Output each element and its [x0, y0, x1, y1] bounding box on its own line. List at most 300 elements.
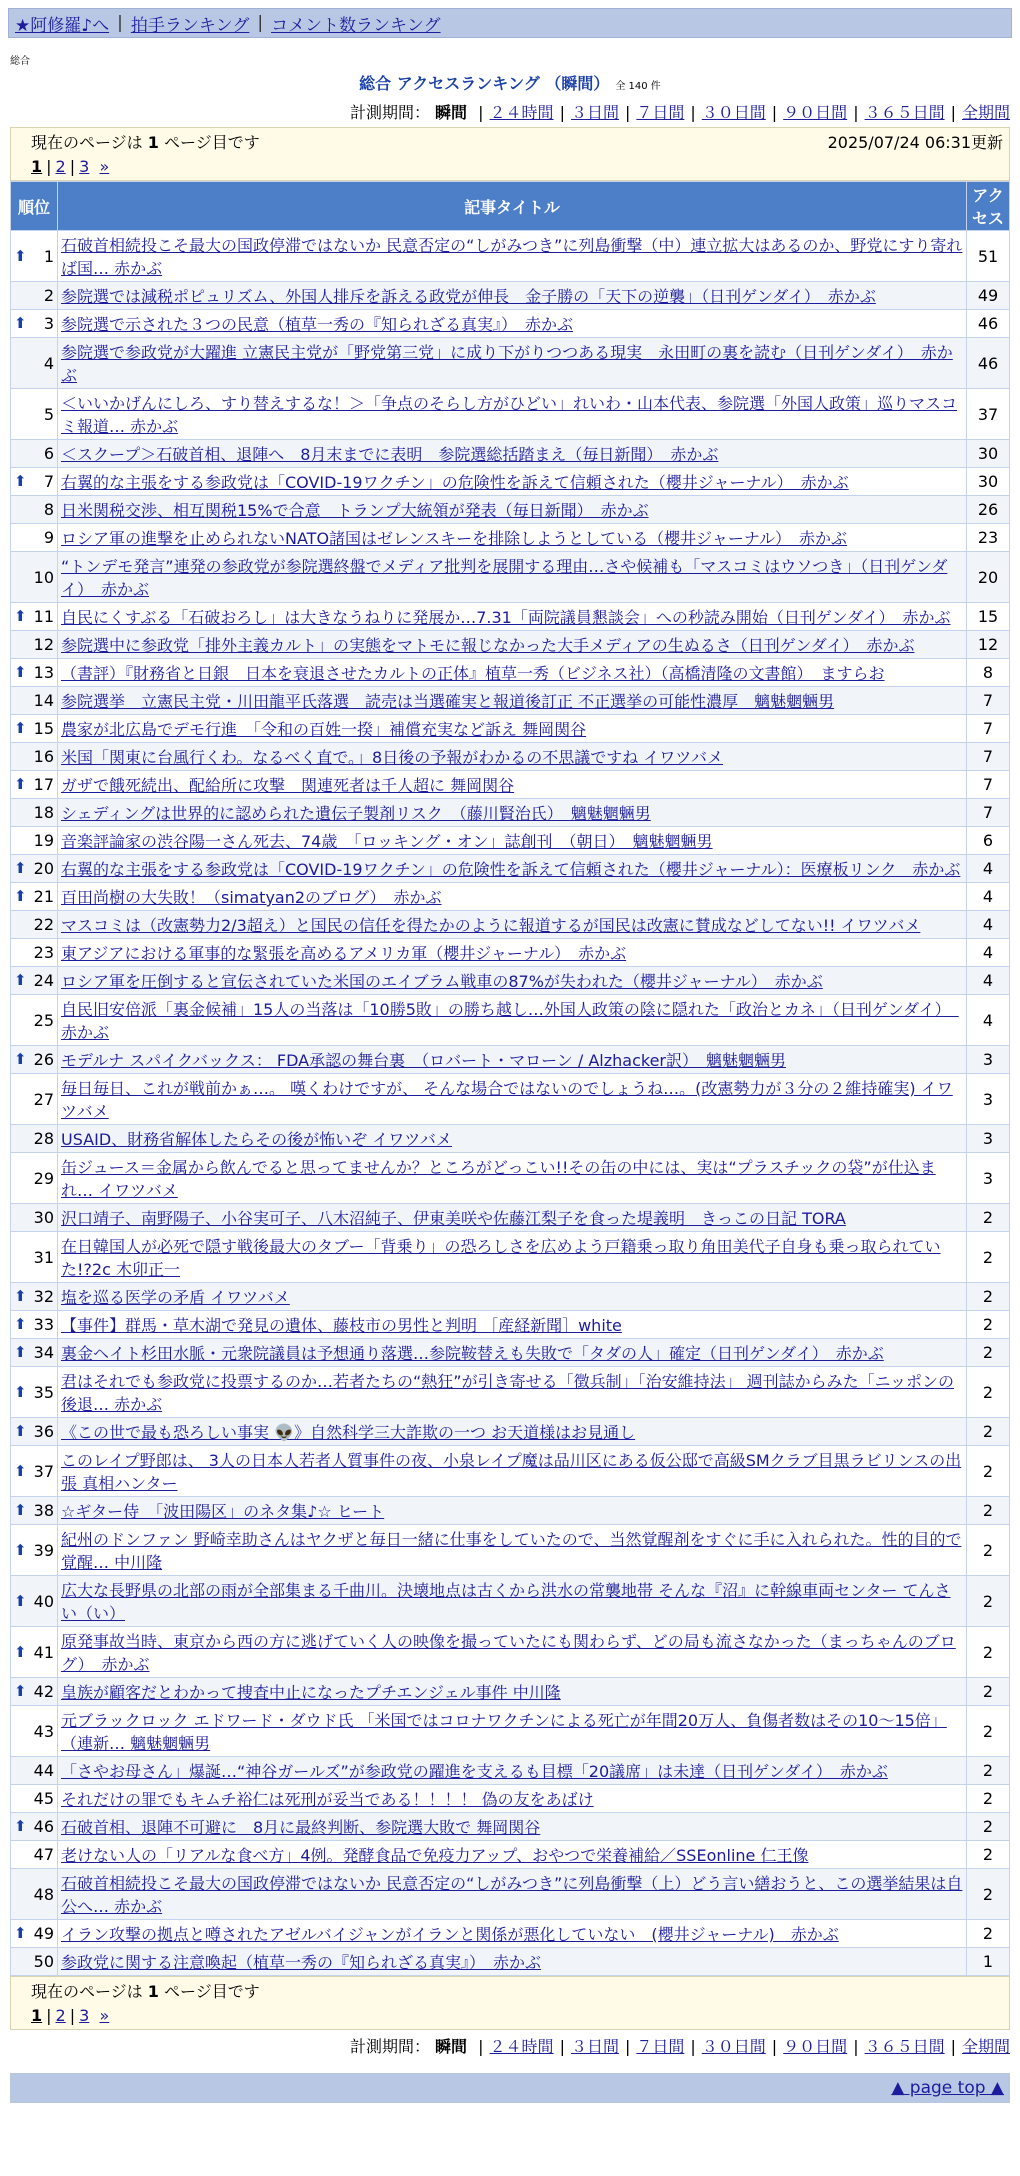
access-count: 3	[967, 1074, 1010, 1125]
rank-cell	[11, 1311, 58, 1339]
article-link[interactable]: 裏金ヘイト杉田水脈・元衆院議員は予想通り落選…参院鞍替えも失敗で「タダの人」確定（日刊ゲンダイ） 赤かぶ	[61, 1344, 884, 1363]
table-row	[11, 496, 1010, 524]
rank-number: 5	[43, 404, 54, 424]
article-link[interactable]: ＜いいかげんにしろ、すり替えするな！＞「争点のそらし方がひどい」れいわ・山本代表、参院選「外国人政策」巡りマスコミ報道… 赤かぶ	[61, 394, 958, 436]
rank-cell	[11, 1785, 58, 1813]
period-separator: |	[771, 103, 778, 122]
hakushu-ranking-link[interactable]: 拍手ランキング	[130, 15, 250, 36]
title-cell	[58, 552, 967, 603]
article-link[interactable]: 老けない人の「リアルな食べ方」4例。発酵食品で免疫力アップ、おやつで栄養補給／SSEonline 仁王像	[61, 1846, 809, 1865]
rank-number: 12	[33, 635, 54, 654]
article-link[interactable]: 石破首相続投こそ最大の国政停滞ではないか 民意否定の“しがみつき”に列島衝撃（上）どう言い繕おうと、この選挙結果は自公へ… 赤かぶ	[61, 1874, 963, 1916]
table-row	[11, 440, 1010, 468]
access-count: 3	[967, 1125, 1010, 1153]
article-link[interactable]: 参院選中に参政党「排外主義カルト」の実態をマトモに報じなかった大手メディアの生ぬるさ（日刊ゲンダイ） 赤かぶ	[61, 636, 915, 655]
title-cell	[58, 1204, 967, 1232]
rank-cell	[11, 1232, 58, 1283]
article-link[interactable]: イラン攻撃の拠点と噂されたアゼルバイジャンがイランと関係が悪化していない (櫻井ジャーナル) 赤かぶ	[61, 1925, 839, 1944]
rank-number: 38	[33, 1501, 54, 1520]
bottom-bar	[10, 2073, 1010, 2103]
article-link[interactable]: 参政党に関する注意喚起（植草一秀の『知られざる真実』） 赤かぶ	[61, 1953, 542, 1972]
title-cell	[58, 1125, 967, 1153]
up-arrow-icon: ⬆	[14, 607, 27, 625]
table-row	[11, 799, 1010, 827]
period-link[interactable]: ２４時間	[489, 103, 554, 122]
rank-cell	[11, 310, 58, 338]
article-link[interactable]: 右翼的な主張をする参政党は「COVID-19ワクチン」の危険性を訴えて信頼された（櫻井ジャーナル）：医療板リンク 赤かぶ	[61, 860, 961, 879]
access-count: 2	[967, 1627, 1010, 1678]
rank-cell	[11, 1525, 58, 1576]
access-count: 6	[967, 827, 1010, 855]
period-link[interactable]: 全期間	[961, 2037, 1010, 2056]
home-link[interactable]: ★阿修羅♪へ	[15, 15, 110, 36]
access-count: 3	[967, 1153, 1010, 1204]
article-link[interactable]: マスコミは（改憲勢力2/3超え）と国民の信任を得たかのように報道するが国民は改憲に賛成などしてない!! イワツバメ	[61, 916, 921, 935]
table-row	[11, 1785, 1010, 1813]
access-count: 7	[967, 743, 1010, 771]
up-arrow-icon: ⬆	[14, 314, 27, 332]
page-link-3[interactable]: 3	[79, 157, 90, 176]
table-row	[11, 282, 1010, 310]
rank-cell	[11, 659, 58, 687]
access-count: 46	[967, 338, 1010, 389]
access-count: 4	[967, 967, 1010, 995]
access-count: 2	[967, 1576, 1010, 1627]
title-cell	[58, 496, 967, 524]
up-arrow-icon: ⬆	[14, 1642, 27, 1661]
title-cell	[58, 1153, 967, 1204]
title-cell	[58, 771, 967, 799]
access-count: 7	[967, 771, 1010, 799]
rank-cell	[11, 603, 58, 631]
rank-cell	[11, 1706, 58, 1757]
access-count: 4	[967, 911, 1010, 939]
rank-cell	[11, 1497, 58, 1525]
table-row	[11, 1074, 1010, 1125]
title-cell	[58, 659, 967, 687]
article-link[interactable]: 紀州のドンファン 野崎幸助さんはヤクザと毎日一緒に仕事をしていたので、当然覚醒剤をすぐに手に入れられた。性的目的で覚醒… 中川隆	[61, 1530, 962, 1572]
rank-cell	[11, 939, 58, 967]
period-link[interactable]: ９０日間	[783, 2037, 848, 2056]
access-count: 51	[967, 231, 1010, 282]
article-link[interactable]: 広大な長野県の北部の雨が全部集まる千曲川。決壊地点は古くから洪水の常襲地帯 そんな『沼』に幹線車両センター てんさい（い）	[61, 1581, 951, 1623]
table-row	[11, 1497, 1010, 1525]
article-link[interactable]: 沢口靖子、南野陽子、小谷実可子、八木沼純子、伊東美咲や佐藤江梨子を食った堤義明 きっこの日記 TORA	[61, 1209, 846, 1228]
title-cell	[58, 939, 967, 967]
page-next[interactable]: »	[99, 2006, 110, 2025]
period-separator: |	[690, 2037, 696, 2056]
title-cell	[58, 1841, 967, 1869]
title-cell	[58, 1418, 967, 1446]
table-row	[11, 1125, 1010, 1153]
access-count: 20	[967, 552, 1010, 603]
table-row	[11, 1339, 1010, 1367]
page-link-2[interactable]: 2	[55, 157, 66, 176]
title-cell	[58, 1046, 967, 1074]
access-count: 1	[967, 1948, 1010, 1976]
period-separator: |	[853, 2037, 859, 2056]
period-link[interactable]: ３日間	[570, 103, 619, 122]
page-links: 1 | 2 | 3 »	[31, 157, 110, 176]
article-link[interactable]: 在日韓国人が必死で隠す戦後最大のタブー「背乗り」の恐ろしさを広めよう戸籍乗っ取り角田美代子自身も乗っ取られていた!?2c 木卯正一	[61, 1237, 941, 1279]
period-link[interactable]: ９０日間	[783, 103, 848, 122]
article-link[interactable]: 日米関税交渉、相互関税15%で合意 トランプ大統領が発表（毎日新聞） 赤かぶ	[61, 501, 649, 520]
period-link[interactable]: ３０日間	[701, 2037, 766, 2056]
article-link[interactable]: USAID、財務省解体したらその後が怖いぞ イワツバメ	[61, 1130, 452, 1149]
period-current: 瞬間	[435, 103, 468, 122]
access-count: 2	[967, 1497, 1010, 1525]
rank-cell	[11, 440, 58, 468]
article-link[interactable]: ガザで餓死続出、配給所に攻撃 関連死者は千人超に 舞岡関谷	[61, 776, 515, 795]
article-link[interactable]: 皇族が顧客だとわかって捜査中止になったプチエンジェル事件 中川隆	[61, 1683, 561, 1702]
title-cell	[58, 1785, 967, 1813]
access-count: 2	[967, 1785, 1010, 1813]
rank-number: 6	[43, 444, 54, 463]
rank-number: 27	[33, 1089, 54, 1109]
rank-number: 47	[33, 1845, 54, 1864]
table-row	[11, 883, 1010, 911]
page-link-2[interactable]: 2	[55, 2006, 66, 2025]
up-arrow-icon: ⬆	[14, 1343, 27, 1361]
table-row	[11, 1525, 1010, 1576]
article-link[interactable]: 百田尚樹の大失敗！（simatyan2のブログ） 赤かぶ	[61, 888, 442, 907]
period-link[interactable]: ３日間	[570, 2037, 619, 2056]
period-separator: |	[559, 103, 565, 122]
rank-cell	[11, 282, 58, 310]
table-row	[11, 967, 1010, 995]
access-count: 2	[967, 1920, 1010, 1948]
title-cell	[58, 440, 967, 468]
access-count: 4	[967, 995, 1010, 1046]
rank-number: 9	[43, 528, 54, 547]
table-row	[11, 1948, 1010, 1976]
table-row	[11, 524, 1010, 552]
table-row	[11, 855, 1010, 883]
rank-number: 13	[33, 663, 54, 682]
title-cell	[58, 1525, 967, 1576]
period-link[interactable]: 全期間	[961, 103, 1010, 122]
rank-cell	[11, 743, 58, 771]
rank-number: 15	[33, 719, 54, 738]
table-row	[11, 1367, 1010, 1418]
article-link[interactable]: 農家が北広島でデモ行進 「令和の百姓一揆」補償充実など訴え 舞岡関谷	[61, 720, 587, 739]
article-link[interactable]: それだけの罪でもキムチ裕仁は死刑が妥当である！！！！ 偽の友をあばけ	[61, 1790, 594, 1809]
rank-cell	[11, 771, 58, 799]
col-rank: 順位	[11, 182, 58, 231]
article-link[interactable]: 米国「関東に台風行くわ。なるべく直で。」8日後の予報がわかるの不思議ですね イワツバメ	[61, 748, 723, 767]
access-count: 15	[967, 603, 1010, 631]
period-separator: |	[950, 103, 956, 122]
up-arrow-icon: ⬆	[14, 719, 27, 737]
title-cell	[58, 995, 967, 1046]
table-row	[11, 1678, 1010, 1706]
title-cell	[58, 883, 967, 911]
article-link[interactable]: シェディングは世界的に認められた遺伝子製剤リスク （藤川賢治氏） 魑魅魍魎男	[61, 804, 651, 823]
rank-cell	[11, 1678, 58, 1706]
rank-number: 18	[33, 803, 54, 822]
rank-number: 50	[33, 1952, 54, 1971]
table-row	[11, 389, 1010, 440]
article-link[interactable]: 缶ジュース＝金属から飲んでると思ってませんか？ところがどっこい!!その缶の中には、実は“プラスチックの袋”が仕込まれ… イワツバメ	[61, 1158, 936, 1200]
comment-ranking-link[interactable]: コメント数ランキング	[271, 15, 441, 36]
title-cell	[58, 524, 967, 552]
rank-number: 36	[33, 1422, 54, 1441]
rank-number: 25	[33, 1010, 54, 1030]
article-link[interactable]: 毎日毎日、これが戦前かぁ…。 嘆くわけですが、 そんな場合ではないのでしょうね…。(改憲勢力が３分の２維持確実) イワツバメ	[61, 1079, 953, 1121]
rank-cell	[11, 389, 58, 440]
period-label: 計測期間：	[349, 2037, 430, 2056]
title-cell	[58, 1283, 967, 1311]
article-link[interactable]: ロシア軍の進撃を止められないNATO諸国はゼレンスキーを排除しようとしている（櫻井ジャーナル） 赤かぶ	[61, 529, 848, 548]
table-row	[11, 310, 1010, 338]
period-link[interactable]: ３６５日間	[864, 2037, 945, 2056]
title-cell	[58, 827, 967, 855]
access-count: 2	[967, 1367, 1010, 1418]
article-link[interactable]: ロシア軍を圧倒すると宣伝されていた米国のエイブラム戦車の87%が失われた（櫻井ジャーナル） 赤かぶ	[61, 972, 823, 991]
table-row	[11, 603, 1010, 631]
article-link[interactable]: 塩を巡る医学の矛盾 イワツバメ	[61, 1288, 290, 1307]
access-count: 23	[967, 524, 1010, 552]
title-cell	[58, 1446, 967, 1497]
up-arrow-icon: ⬆	[14, 971, 27, 989]
article-link[interactable]: 参院選では減税ポピュリズム、外国人排斥を訴える政党が伸長 金子勝の「天下の逆襲」（日刊ゲンダイ） 赤かぶ	[61, 287, 876, 306]
rank-cell	[11, 1627, 58, 1678]
title-cell	[58, 310, 967, 338]
period-separator: |	[478, 103, 484, 122]
rank-number: 21	[33, 887, 54, 906]
updated-timestamp: 2025/07/24 06:31更新	[827, 133, 1003, 152]
table-row	[11, 1311, 1010, 1339]
table-row	[11, 338, 1010, 389]
rank-number: 8	[43, 500, 54, 519]
title-cell	[58, 1813, 967, 1841]
period-link[interactable]: ３６５日間	[864, 103, 945, 122]
period-link[interactable]: ７日間	[636, 103, 685, 122]
rank-number: 23	[33, 943, 54, 962]
page-link-3[interactable]: 3	[79, 2006, 90, 2025]
table-row	[11, 995, 1010, 1046]
period-separator: |	[950, 2037, 956, 2056]
access-count: 2	[967, 1706, 1010, 1757]
article-link[interactable]: モデルナ スパイクバックス： FDA承認の舞台裏 （ロバート・マローン / Alzhacker訳） 魑魅魍魎男	[61, 1051, 787, 1070]
table-row	[11, 1627, 1010, 1678]
article-link[interactable]: 自民にくすぶる「石破おろし」は大きなうねりに発展か…7.31「両院議員懇談会」への秒読み開始（日刊ゲンダイ） 赤かぶ	[61, 608, 951, 627]
rank-cell	[11, 1948, 58, 1976]
up-arrow-icon: ⬆	[14, 1682, 27, 1700]
article-link[interactable]: 石破首相、退陣不可避に 8月に最終判断、参院選大敗で 舞岡関谷	[61, 1818, 541, 1837]
table-row	[11, 1757, 1010, 1785]
rank-number: 7	[43, 472, 54, 491]
up-arrow-icon: ⬆	[14, 1540, 27, 1559]
rank-number: 32	[33, 1287, 54, 1306]
rank-cell	[11, 552, 58, 603]
rank-cell	[11, 1418, 58, 1446]
rank-number: 39	[33, 1540, 54, 1560]
title-cell	[58, 1678, 967, 1706]
up-arrow-icon: ⬆	[14, 859, 27, 877]
rank-number: 14	[33, 691, 54, 710]
rank-cell	[11, 799, 58, 827]
access-count: 4	[967, 855, 1010, 883]
rank-number: 43	[33, 1721, 54, 1741]
article-link[interactable]: 自民旧安倍派「裏金候補」15人の当落は「10勝5敗」の勝ち越し…外国人政策の陰に隠れた「政治とカネ」（日刊ゲンダイ） 赤かぶ	[61, 1000, 959, 1042]
rank-cell	[11, 1283, 58, 1311]
period-link[interactable]: ２４時間	[489, 2037, 554, 2056]
title-cell	[58, 911, 967, 939]
article-link[interactable]: 【事件】群馬・草木湖で発見の遺体、藤枝市の男性と判明 ［産経新聞］white	[61, 1316, 622, 1335]
article-link[interactable]: 「さやお母さん」爆誕…“神谷ガールズ”が参政党の躍進を支えるも目標「20議席」は未達（日刊ゲンダイ） 赤かぶ	[61, 1762, 888, 1781]
rank-number: 28	[33, 1129, 54, 1148]
period-selector-bottom	[10, 2034, 1010, 2057]
access-count: 30	[967, 468, 1010, 496]
rank-cell	[11, 911, 58, 939]
total-count: 全 140 件	[615, 81, 661, 92]
table-row	[11, 659, 1010, 687]
article-link[interactable]: 君はそれでも参政党に投票するのか…若者たちの“熱狂”が引き寄せる「徴兵制」「治安維持法」 週刊誌からみた「ニッポンの後退… 赤かぶ	[61, 1372, 955, 1414]
table-row	[11, 911, 1010, 939]
title-cell	[58, 1757, 967, 1785]
rank-cell	[11, 524, 58, 552]
top-nav	[8, 8, 1012, 38]
rank-cell	[11, 1074, 58, 1125]
rank-cell	[11, 1920, 58, 1948]
pagination-box	[10, 127, 1010, 181]
rank-number: 29	[33, 1168, 54, 1188]
title-cell	[58, 1074, 967, 1125]
rank-cell	[11, 1367, 58, 1418]
period-selector	[10, 100, 1010, 123]
up-arrow-icon: ⬆	[14, 1050, 27, 1068]
title-cell	[58, 1706, 967, 1757]
rank-number: 46	[33, 1817, 54, 1836]
access-count: 2	[967, 1311, 1010, 1339]
rank-cell	[11, 827, 58, 855]
col-access: アクセス	[967, 182, 1010, 231]
title-cell	[58, 1627, 967, 1678]
table-row	[11, 715, 1010, 743]
title-cell	[58, 338, 967, 389]
article-link[interactable]: “トンデモ発言”連発の参政党が参院選終盤でメディア批判を展開する理由…さや候補も「マスコミはウソつき」（日刊ゲンダイ） 赤かぶ	[61, 557, 948, 599]
rank-cell	[11, 1339, 58, 1367]
rank-cell	[11, 1757, 58, 1785]
nav-separator: |	[117, 13, 123, 33]
rank-number: 33	[33, 1315, 54, 1334]
access-count: 2	[967, 1525, 1010, 1576]
rank-number: 35	[33, 1382, 54, 1402]
pagination-box-bottom	[10, 1976, 1010, 2030]
rank-number: 22	[33, 915, 54, 934]
table-row	[11, 743, 1010, 771]
table-row	[11, 231, 1010, 282]
access-count: 2	[967, 1283, 1010, 1311]
page-next[interactable]: »	[99, 157, 110, 176]
rank-cell	[11, 1153, 58, 1204]
page-title	[0, 71, 1020, 94]
period-current: 瞬間	[435, 2037, 468, 2056]
article-link[interactable]: 原発事故当時、東京から西の方に逃げていく人の映像を撮っていたにも関わらず、どの局も流さなかった（まっちゃんのブログ） 赤かぶ	[61, 1632, 956, 1674]
rank-cell	[11, 1204, 58, 1232]
rank-number: 30	[33, 1208, 54, 1227]
article-link[interactable]: このレイプ野郎は、 3人の日本人若者人質事件の夜、小泉レイプ魔は品川区にある仮公邸で高級SMクラブ目黒ラビリンスの出張 真相ハンター	[61, 1451, 962, 1493]
table-row	[11, 687, 1010, 715]
rank-number: 31	[33, 1247, 54, 1267]
rank-number: 37	[33, 1461, 54, 1481]
title-cell	[58, 631, 967, 659]
rank-number: 3	[43, 314, 54, 333]
article-link[interactable]: 元ブラックロック エドワード・ダウド氏 「米国ではコロナワクチンによる死亡が年間20万人、負傷者数はその10～15倍」（連新… 魑魅魍魎男	[61, 1711, 947, 1753]
title-cell	[58, 799, 967, 827]
access-count: 2	[967, 1841, 1010, 1869]
title-cell	[58, 715, 967, 743]
period-link[interactable]: ７日間	[636, 2037, 685, 2056]
title-cell	[58, 1232, 967, 1283]
article-link[interactable]: ☆ギター侍 「波田陽区」のネタ集♪☆ ヒート	[61, 1502, 385, 1521]
table-row	[11, 1204, 1010, 1232]
table-row	[11, 1418, 1010, 1446]
title-cell	[58, 687, 967, 715]
rank-cell	[11, 496, 58, 524]
period-separator: |	[624, 103, 631, 122]
up-arrow-icon: ⬆	[14, 887, 27, 905]
table-row	[11, 827, 1010, 855]
access-count: 2	[967, 1869, 1010, 1920]
period-separator: |	[853, 103, 859, 122]
rank-number: 20	[33, 859, 54, 878]
period-link[interactable]: ３０日間	[701, 103, 766, 122]
access-count: 4	[967, 939, 1010, 967]
article-link[interactable]: 参院選で示された３つの民意（植草一秀の『知られざる真実』） 赤かぶ	[61, 315, 574, 334]
up-arrow-icon: ⬆	[14, 775, 27, 793]
article-link[interactable]: 参院選挙 立憲民主党・川田龍平氏落選 読売は当選確実と報道後訂正 不正選挙の可能性濃厚 魑魅魍魎男	[61, 692, 835, 711]
table-row	[11, 1153, 1010, 1204]
article-link[interactable]: 東アジアにおける軍事的な緊張を高めるアメリカ軍（櫻井ジャーナル） 赤かぶ	[61, 944, 627, 963]
rank-number: 24	[33, 971, 54, 990]
rank-cell	[11, 468, 58, 496]
rank-cell	[11, 1125, 58, 1153]
page-top-link[interactable]: ▲ page top ▲	[891, 2078, 1004, 2098]
article-link[interactable]: 石破首相続投こそ最大の国政停滞ではないか 民意否定の“しがみつき”に列島衝撃（中）連立拡大はあるのか、野党にすり寄れば国… 赤かぶ	[61, 236, 963, 278]
access-count: 8	[967, 659, 1010, 687]
period-separator: |	[771, 2037, 778, 2056]
access-count: 4	[967, 883, 1010, 911]
article-link[interactable]: （書評）『財務省と日銀 日本を衰退させたカルトの正体』植草一秀（ビジネス社）（高橋清隆の文書館） ますらお	[61, 664, 885, 683]
up-arrow-icon: ⬆	[14, 1422, 27, 1440]
access-count: 3	[967, 1046, 1010, 1074]
access-count: 26	[967, 496, 1010, 524]
page-current: 1	[31, 2006, 43, 2025]
rank-cell	[11, 1813, 58, 1841]
rank-cell	[11, 231, 58, 282]
access-count: 2	[967, 1204, 1010, 1232]
article-link[interactable]: 右翼的な主張をする参政党は「COVID-19ワクチン」の危険性を訴えて信頼された（櫻井ジャーナル） 赤かぶ	[61, 473, 849, 492]
period-separator: |	[624, 2037, 631, 2056]
article-link[interactable]: 音楽評論家の渋谷陽一さん死去、74歳 「ロッキング・オン」誌創刊 （朝日） 魑魅魍魎男	[61, 832, 713, 851]
access-count: 2	[967, 1813, 1010, 1841]
up-arrow-icon: ⬆	[14, 1287, 27, 1305]
rank-cell	[11, 631, 58, 659]
rank-number: 48	[33, 1884, 54, 1904]
rank-number: 26	[33, 1050, 54, 1069]
article-link[interactable]: 参院選で参政党が大躍進 立憲民主党が「野党第三党」に成り下がりつつある現実 永田町の裏を読む（日刊ゲンダイ） 赤かぶ	[61, 343, 953, 385]
rank-cell	[11, 1046, 58, 1074]
rank-number: 2	[43, 286, 54, 305]
rank-cell	[11, 1869, 58, 1920]
up-arrow-icon: ⬆	[14, 1461, 27, 1480]
rank-number: 49	[33, 1924, 54, 1943]
article-link[interactable]: 《この世で最も恐ろしい事実 👽》自然科学三大詐欺の一つ お天道様はお見通し	[61, 1423, 636, 1442]
article-link[interactable]: ＜スクープ＞石破首相、退陣へ 8月末までに表明 参院選総括踏まえ（毎日新聞） 赤かぶ	[61, 445, 719, 464]
rank-number: 41	[33, 1642, 54, 1662]
